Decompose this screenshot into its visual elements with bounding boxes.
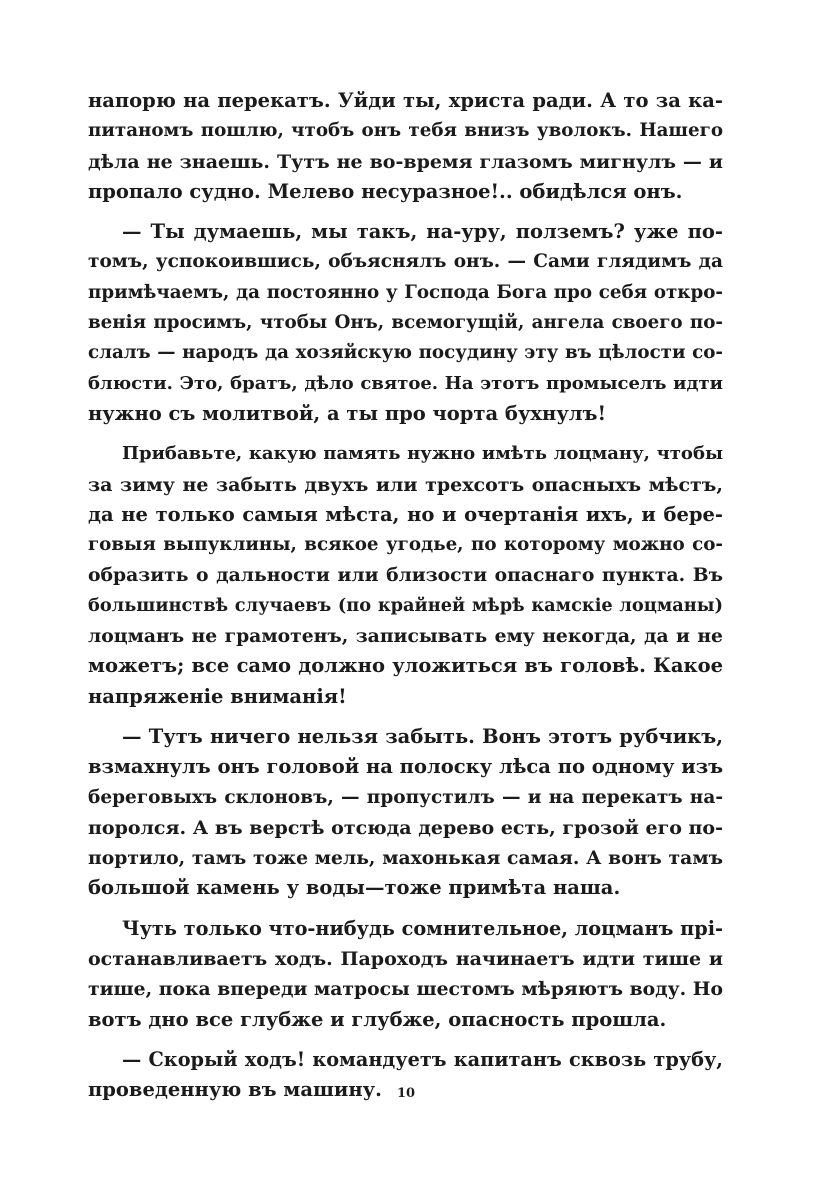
text-line: проведенную въ машину. [88,1078,382,1102]
text-line: блюсти. Это, братъ, дѣло святое. На этотъ промыселъ идти [88,372,723,394]
page-text [88,86,723,1106]
paragraph [88,914,723,1035]
text-line: напряженіе вниманія! [88,684,347,708]
text-line: напорю на перекатъ. Уйди ты, христа ради. А то за ка- [88,89,723,112]
text-line: Прибавьте, какую память нужно имѣть лоцману, чтобы [122,443,723,465]
text-line: останавливаетъ ходъ. Пароходъ начинаетъ идти тише и [88,948,723,971]
text-line: — Ты думаешь, мы такъ, на-уру, полземъ? уже по- [122,220,723,244]
text-line: питаномъ пошлю, чтобъ онъ тебя внизъ уволокъ. Нашего [88,120,723,142]
text-line: поролся. А въ верстѣ отсюда дерево есть, грозой его по- [88,816,723,839]
page-number: 10 [396,1086,416,1101]
text-line: венія просимъ, чтобы Онъ, всемогущій, ангела своего по- [88,312,723,334]
text-line: — Скорый ходъ! командуетъ капитанъ сквозь трубу, [122,1047,723,1071]
paragraph [88,722,723,904]
text-line: лоцманъ не грамотенъ, записывать ему некогда, да и не [88,625,723,648]
text-line: да не только самыя мѣста, но и очертанія ихъ, и бере- [88,502,723,526]
text-line: дѣла не знаешь. Тутъ не во-время глазомъ мигнулъ — и [88,150,723,173]
text-line: взмахнулъ онъ головой на полоску лѣса по одному изъ [88,755,724,779]
text-line: говыя выпуклины, всякое угодье, по которому можно со- [88,534,723,556]
text-line: нужно съ молитвой, а ты про чорта бухнулъ! [88,401,607,425]
paragraph [88,217,723,429]
paragraph [88,439,723,712]
text-line: Чуть только что-нибудь сомнительное, лоцманъ прі- [122,916,723,940]
paragraph [88,86,723,207]
text-line: вотъ дно все глубже и глубже, опасность прошла. [88,1007,667,1031]
text-line: большой камень у воды—тоже примѣта наша. [88,876,621,900]
text-line: портило, тамъ тоже мель, махонькая самая. А вонъ тамъ [88,847,723,870]
text-line: примѣчаемъ, да постоянно у Господа Бога про себя откро- [88,281,723,303]
text-line: — Тутъ ничего нельзя забыть. Вонъ этотъ рубчикъ, [122,724,723,748]
text-line: за зиму не забыть двухъ или трехсотъ опасныхъ мѣстъ, [88,473,723,496]
text-line: томъ, успокоившись, объяснялъ онъ. — Сами глядимъ да [88,251,723,273]
text-line: пропало судно. Мелево несуразное!.. обидѣлся онъ. [88,179,683,203]
text-line: слалъ — народъ да хозяйскую посудину эту въ цѣлости со- [88,342,723,364]
text-line: можетъ; все само должно уложиться въ головѣ. Какое [88,654,723,678]
text-line: образить о дальности или близости опаснаго пункта. Въ [88,564,723,587]
text-line: береговыхъ склоновъ, — пропустилъ — и на перекатъ на- [88,786,723,808]
text-line: тише, пока впереди матросы шестомъ мѣряютъ воду. Но [88,978,723,1001]
text-line: большинствѣ случаевъ (по крайней мѣрѣ камскіе лоцманы) [88,594,723,616]
